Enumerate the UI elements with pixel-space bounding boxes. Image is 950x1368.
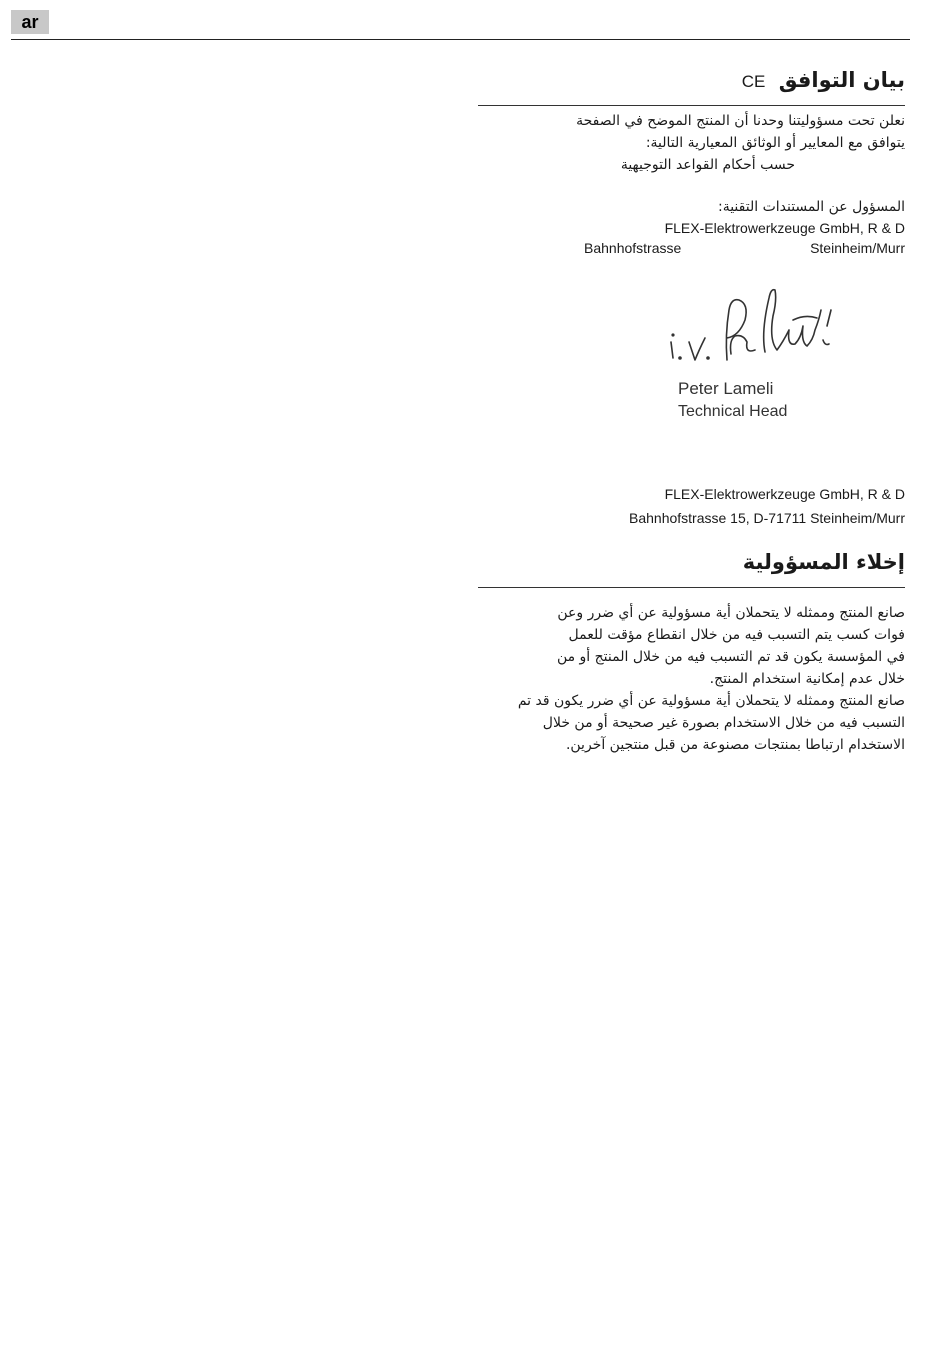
tech-docs-address [478, 240, 905, 260]
disclaimer-line: الاستخدام ارتباطا بمنتجات مصنوعة من قبل منتجين آخرين. [565, 737, 905, 753]
conformity-title-text: بيان التوافق [778, 68, 905, 92]
disclaimer-title: إخلاء المسؤولية [742, 550, 905, 574]
tech-docs-company: FLEX-Elektrowerkzeuge GmbH, R & D [664, 220, 905, 236]
disclaimer-line: فوات كسب يتم التسبب فيه من خلال انقطاع مؤقت للعمل [568, 627, 905, 643]
signatory-role: Technical Head [678, 403, 788, 420]
city-text: Steinheim/Murr [810, 240, 905, 256]
company-address: Bahnhofstrasse 15, D-71711 Steinheim/Murr [629, 510, 905, 526]
conformity-title [478, 66, 905, 96]
disclaimer-divider [478, 587, 905, 588]
disclaimer-line: صانع المنتج وممثله لا يتحملان أية مسؤولية عن أي ضرر يكون قد تم [517, 693, 905, 709]
conformity-statement [478, 110, 905, 176]
disclaimer-paragraph-2 [478, 690, 905, 756]
disclaimer-paragraph-1 [478, 602, 905, 690]
language-tab: ar [11, 10, 49, 34]
header-divider [11, 39, 910, 40]
disclaimer-line: في المؤسسة يكون قد تم التسبب فيه من خلال المنتج أو من [556, 649, 905, 665]
disclaimer-line: خلال عدم إمكانية استخدام المنتج. [709, 671, 905, 687]
conformity-line: نعلن تحت مسؤوليتنا وحدنا أن المنتج الموضح في الصفحة [576, 113, 905, 129]
company-name: FLEX-Elektrowerkzeuge GmbH, R & D [664, 486, 905, 502]
conformity-line: حسب أحكام القواعد التوجيهية [620, 157, 795, 173]
street-text: Bahnhofstrasse [584, 240, 682, 256]
tech-docs-label: المسؤول عن المستندات التقنية: [717, 199, 905, 215]
conformity-divider [478, 105, 905, 106]
handwritten-signature [665, 280, 840, 370]
conformity-line: يتوافق مع المعايير أو الوثائق المعيارية التالية: [645, 135, 905, 151]
signatory-name: Peter Lameli [678, 379, 774, 398]
ce-mark-icon: CE [741, 72, 766, 91]
disclaimer-line: التسبب فيه من خلال الاستخدام بصورة غير صحيحة أو من خلال [542, 715, 905, 731]
disclaimer-line: صانع المنتج وممثله لا يتحملان أية مسؤولية عن أي ضرر وعن [557, 605, 905, 621]
